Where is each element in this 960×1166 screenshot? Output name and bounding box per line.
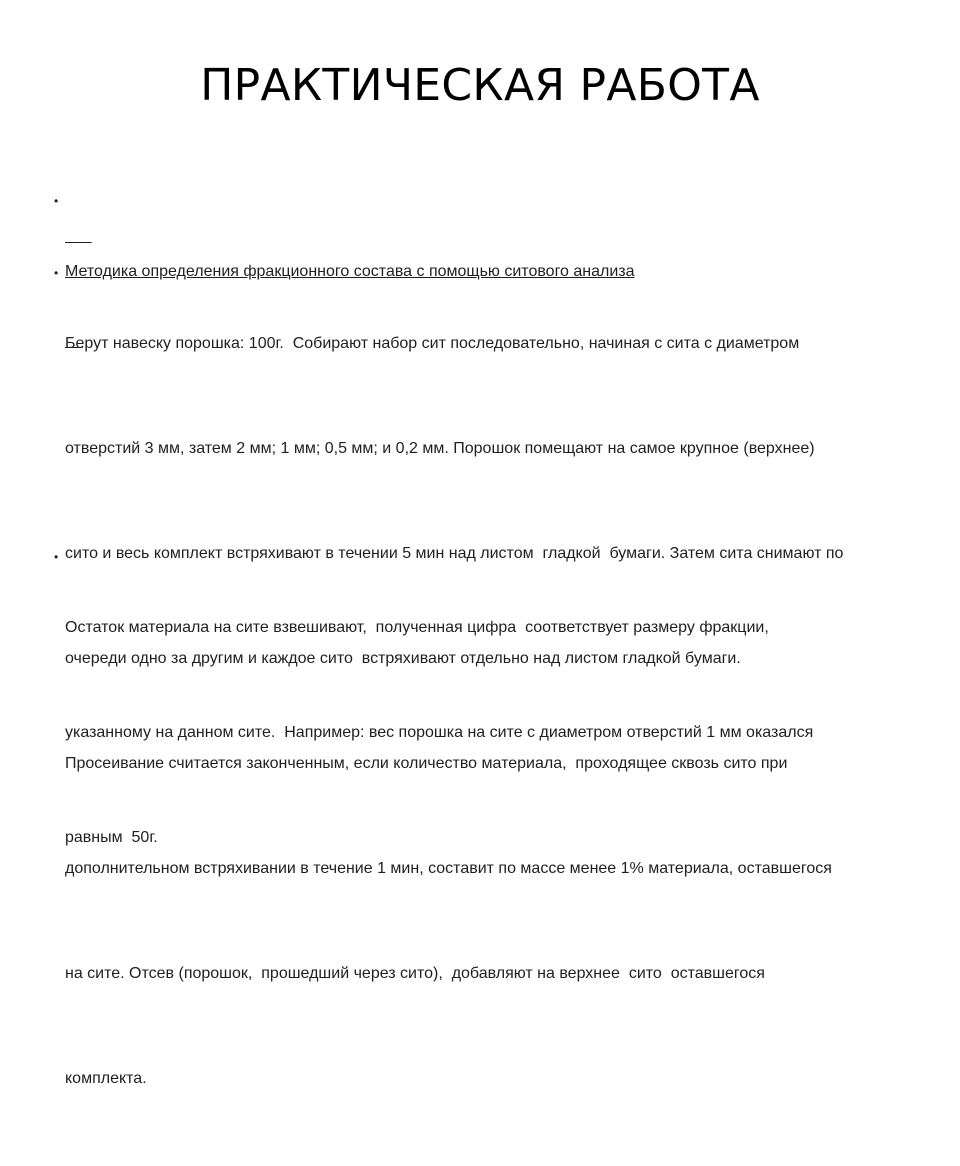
bullet-dot: •: [54, 194, 59, 208]
text-line: Берут навеску порошка: 100г. Собирают набор сит последовательно, начиная с сита с диаметром: [65, 335, 800, 352]
text-line: Просеивание считается законченным, если количество материала, проходящее сквозь сито при: [65, 755, 788, 772]
text-line: отверстий 3 мм, затем 2 мм; 1 мм; 0,5 мм; и 0,2 мм. Порошок помещают на самое крупное (верхнее): [65, 440, 815, 457]
text-line: комплекта.: [65, 1070, 147, 1087]
bullet-dot: •: [54, 266, 59, 280]
bullet-weighing: [54, 540, 813, 925]
text-line: Методика определения фракционного состава с помощью ситового анализа: [65, 263, 635, 280]
text-line: очереди одно за другим и каждое сито встряхивают отдельно над листом гладкой бумаги.: [65, 650, 741, 667]
text-line: дополнительном встряхивании в течение 1 мин, составит по массе менее 1% материала, оставшегося: [65, 860, 832, 877]
bullet-text: [65, 540, 813, 925]
text-line: сито и весь комплект встряхивают в течении 5 мин над листом гладкой бумаги. Затем сита снимают по: [65, 545, 844, 562]
text-line: указанному на данном сите. Например: вес порошка на сите с диаметром отверстий 1 мм оказался: [65, 724, 814, 741]
text-line: на сите. Отсев (порошок, прошедший через сито), добавляют на верхнее сито оставшегося: [65, 965, 765, 982]
bullet-dot: •: [54, 550, 59, 564]
text-line: равным 50г.: [65, 829, 158, 846]
slide-title: ПРАКТИЧЕСКАЯ РАБОТА: [200, 60, 760, 111]
text-line: Остаток материала на сите взвешивают, полученная цифра соответствует размеру фракции,: [65, 619, 769, 636]
